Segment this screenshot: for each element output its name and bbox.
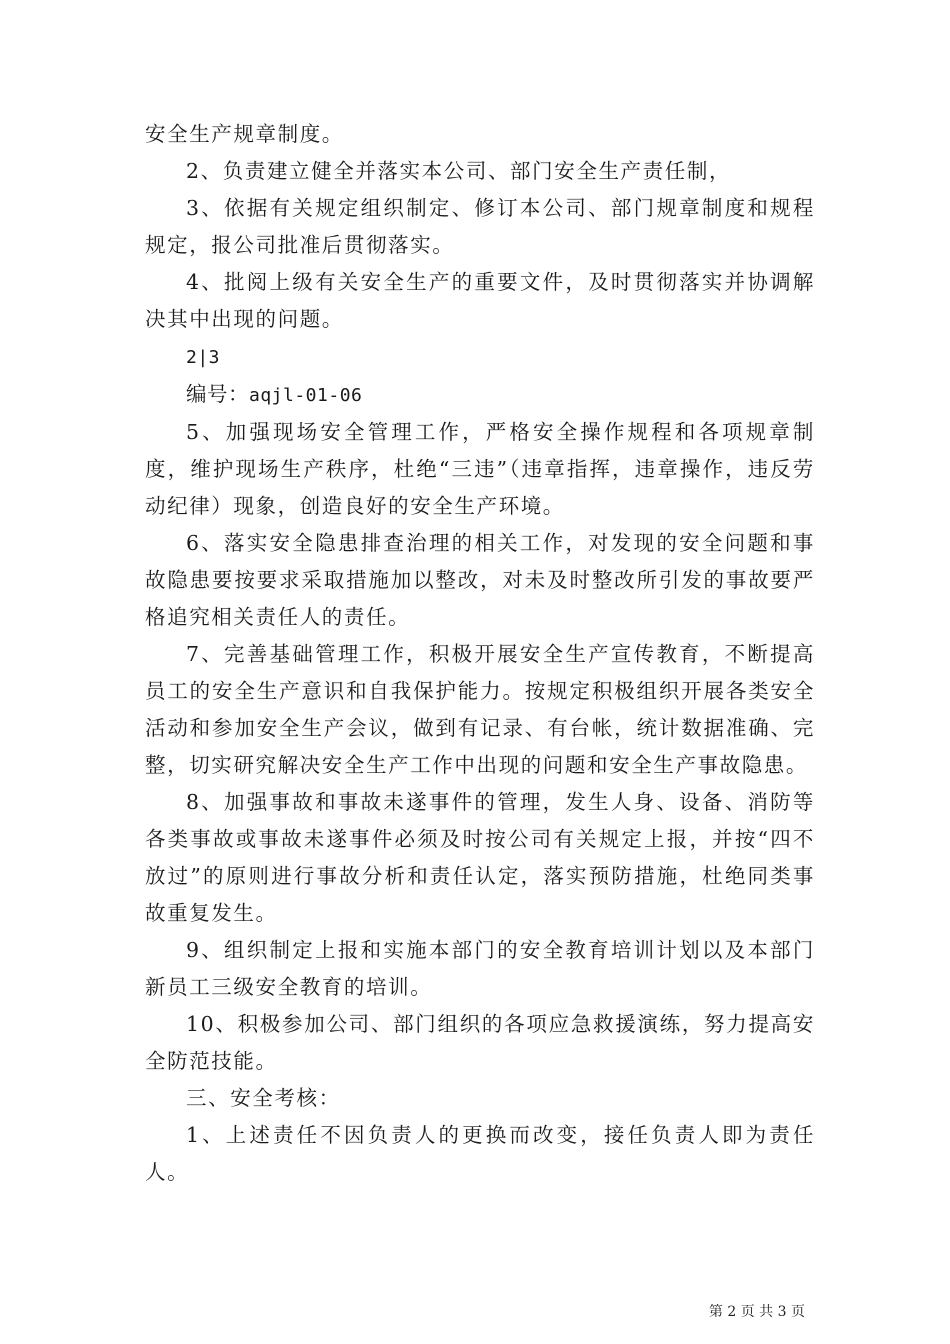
- paragraph-item-5: 5、加强现场安全管理工作，严格安全操作规程和各项规章制度，维护现场生产秩序，杜绝“三违”（违章指挥，违章操作，违反劳动纪律）现象，创造良好的安全生产环境。: [145, 420, 815, 518]
- paragraph-1: 2、负责建立健全并落实本公司、部门安全生产责任制，: [186, 159, 732, 183]
- page-marker: [145, 338, 815, 376]
- paragraph-2: 3、依据有关规定组织制定、修订本公司、部门规章制度和规程规定，报公司批准后贯彻落实。: [145, 196, 815, 257]
- document-body: [145, 116, 815, 1191]
- page-marker-text: 2|3: [186, 347, 221, 368]
- section-heading-assessment: 三、安全考核：: [186, 1086, 341, 1110]
- paragraph-item-10: 10、积极参加公司、部门组织的各项应急救援演练，努力提高安全防范技能。: [145, 1012, 815, 1073]
- document-code-value: aqjl-01-06: [249, 385, 363, 406]
- paragraph-item-7: 7、完善基础管理工作，积极开展安全生产宣传教育，不断提高员工的安全生产意识和自我保护能力。按规定积极组织开展各类安全活动和参加安全生产会议，做到有记录、有台帐，统计数据准确、完整，切实研究解决安全生产工作中出现的问题和安全生产事故隐患。: [145, 642, 815, 777]
- document-code-line: [145, 376, 815, 414]
- paragraph-assessment-1: 1、上述责任不因负责人的更换而改变，接任负责人即为责任人。: [145, 1123, 815, 1184]
- paragraph-item-8: 8、加强事故和事故未遂事件的管理，发生人身、设备、消防等各类事故或事故未遂事件必须及时按公司有关规定上报，并按“四不放过”的原则进行事故分析和责任认定，落实预防措施，杜绝同类事故重复发生。: [145, 790, 815, 925]
- paragraph-3: 4、批阅上级有关安全生产的重要文件，及时贯彻落实并协调解决其中出现的问题。: [145, 270, 815, 331]
- document-code-label: 编号：: [186, 382, 249, 406]
- paragraph-0: 安全生产规章制度。: [145, 122, 344, 146]
- paragraph-item-6: 6、落实安全隐患排查治理的相关工作，对发现的安全问题和事故隐患要按要求采取措施加以整改，对未及时整改所引发的事故要严格追究相关责任人的责任。: [145, 531, 815, 629]
- page-footer: 第 2 页 共 3 页: [708, 1304, 805, 1320]
- paragraph-item-9: 9、组织制定上报和实施本部门的安全教育培训计划以及本部门新员工三级安全教育的培训。: [145, 938, 815, 999]
